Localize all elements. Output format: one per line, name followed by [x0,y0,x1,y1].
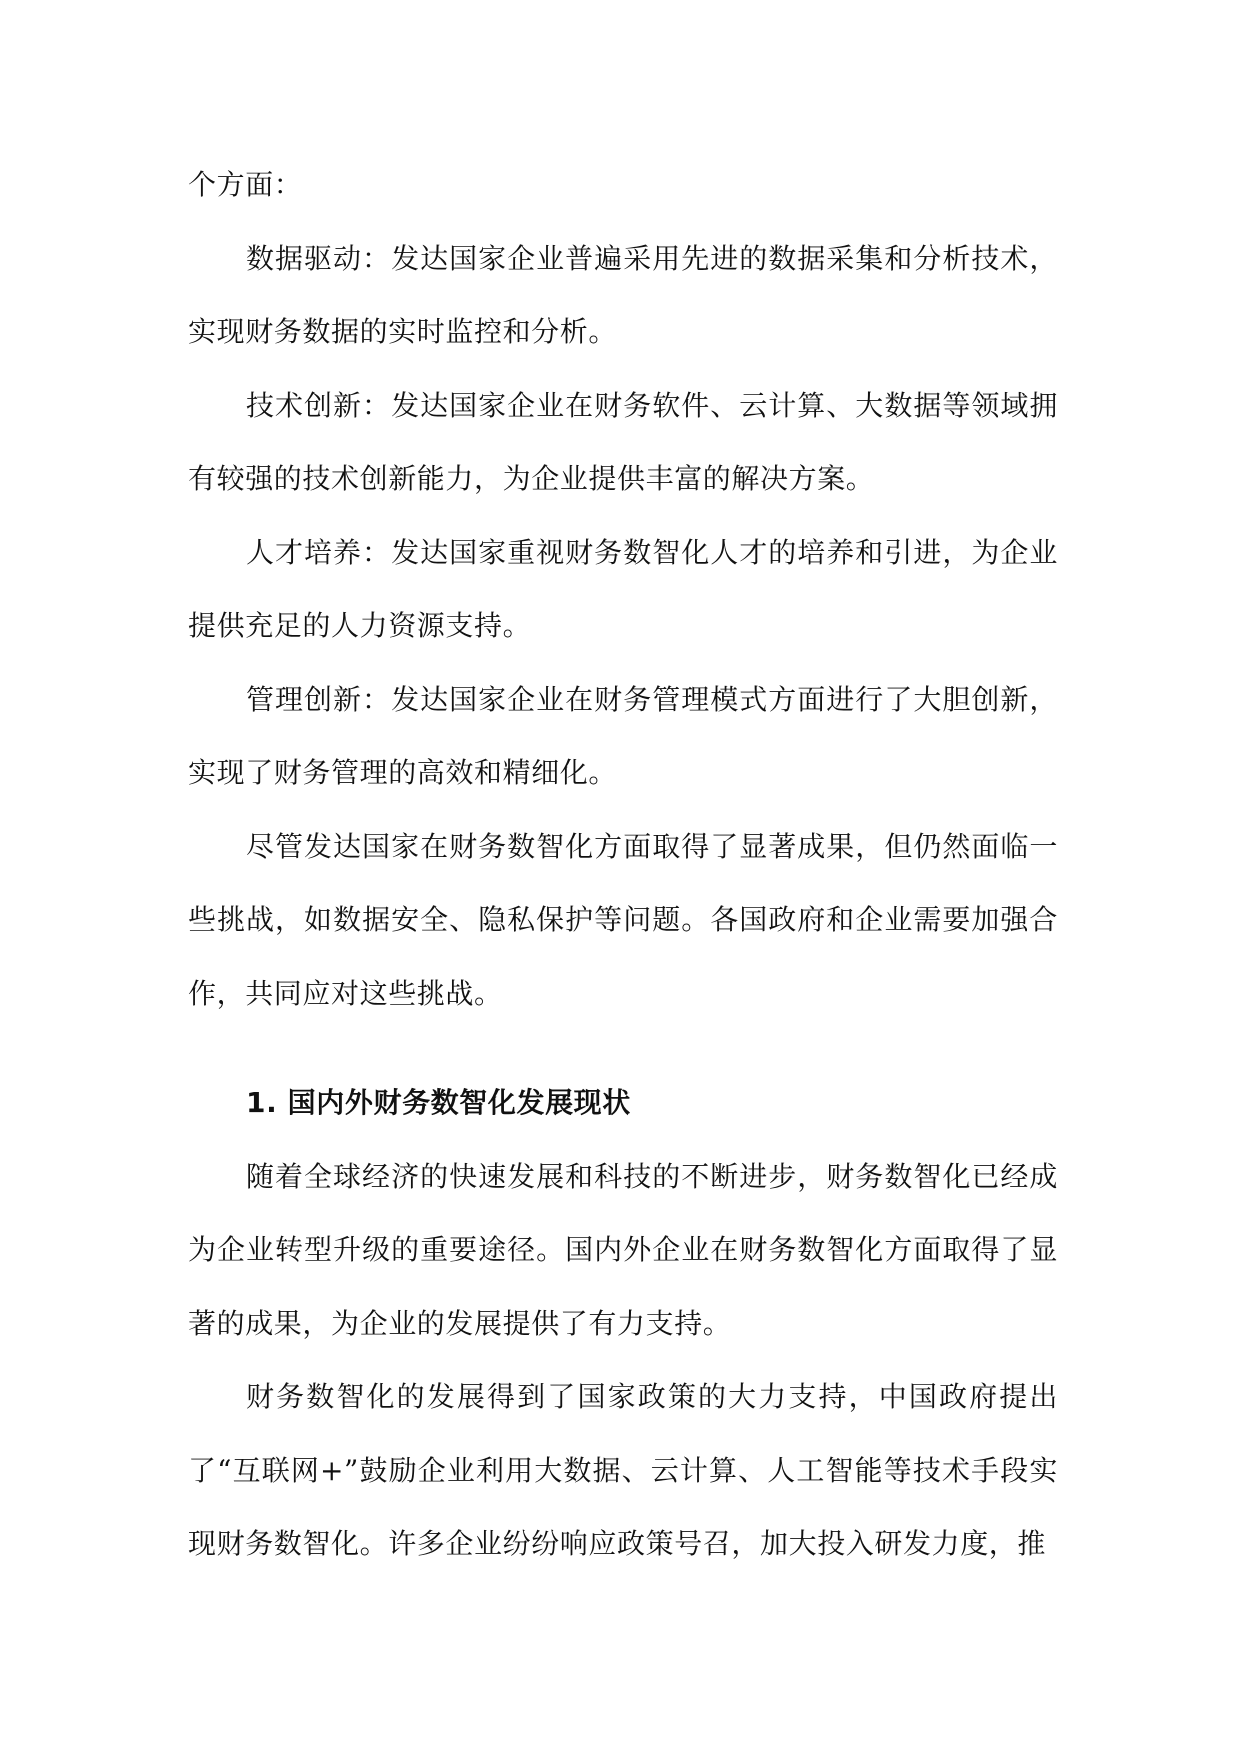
paragraph-data-driven: 数据驱动：发达国家企业普遍采用先进的数据采集和分析技术，实现财务数据的实时监控和分析。 [188,241,1058,348]
paragraph-challenges: 尽管发达国家在财务数智化方面取得了显著成果，但仍然面临一些挑战，如数据安全、隐私保护等问题。各国政府和企业需要加强合作，共同应对这些挑战。 [188,829,1058,1010]
paragraph-talent-training: 人才培养：发达国家重视财务数智化人才的培养和引进，为企业提供充足的人力资源支持。 [188,535,1058,642]
paragraph-tech-innovation: 技术创新：发达国家企业在财务软件、云计算、大数据等领域拥有较强的技术创新能力，为企业提供丰富的解决方案。 [188,388,1058,495]
paragraph-policy-support: 财务数智化的发展得到了国家政策的大力支持，中国政府提出了“互联网+”鼓励企业利用大数据、云计算、人工智能等技术手段实现财务数智化。许多企业纷纷响应政策号召，加大投入研发力度，推 [188,1380,1058,1560]
document-page [188,148,1058,1581]
paragraph-management-innovation: 管理创新：发达国家企业在财务管理模式方面进行了大胆创新，实现了财务管理的高效和精细化。 [188,682,1058,789]
paragraph-global-development: 随着全球经济的快速发展和科技的不断进步，财务数智化已经成为企业转型升级的重要途径。国内外企业在财务数智化方面取得了显著的成果，为企业的发展提供了有力支持。 [188,1159,1058,1340]
section-heading: 1. 国内外财务数智化发展现状 [246,1086,631,1119]
paragraph-continuation: 个方面： [188,168,303,201]
